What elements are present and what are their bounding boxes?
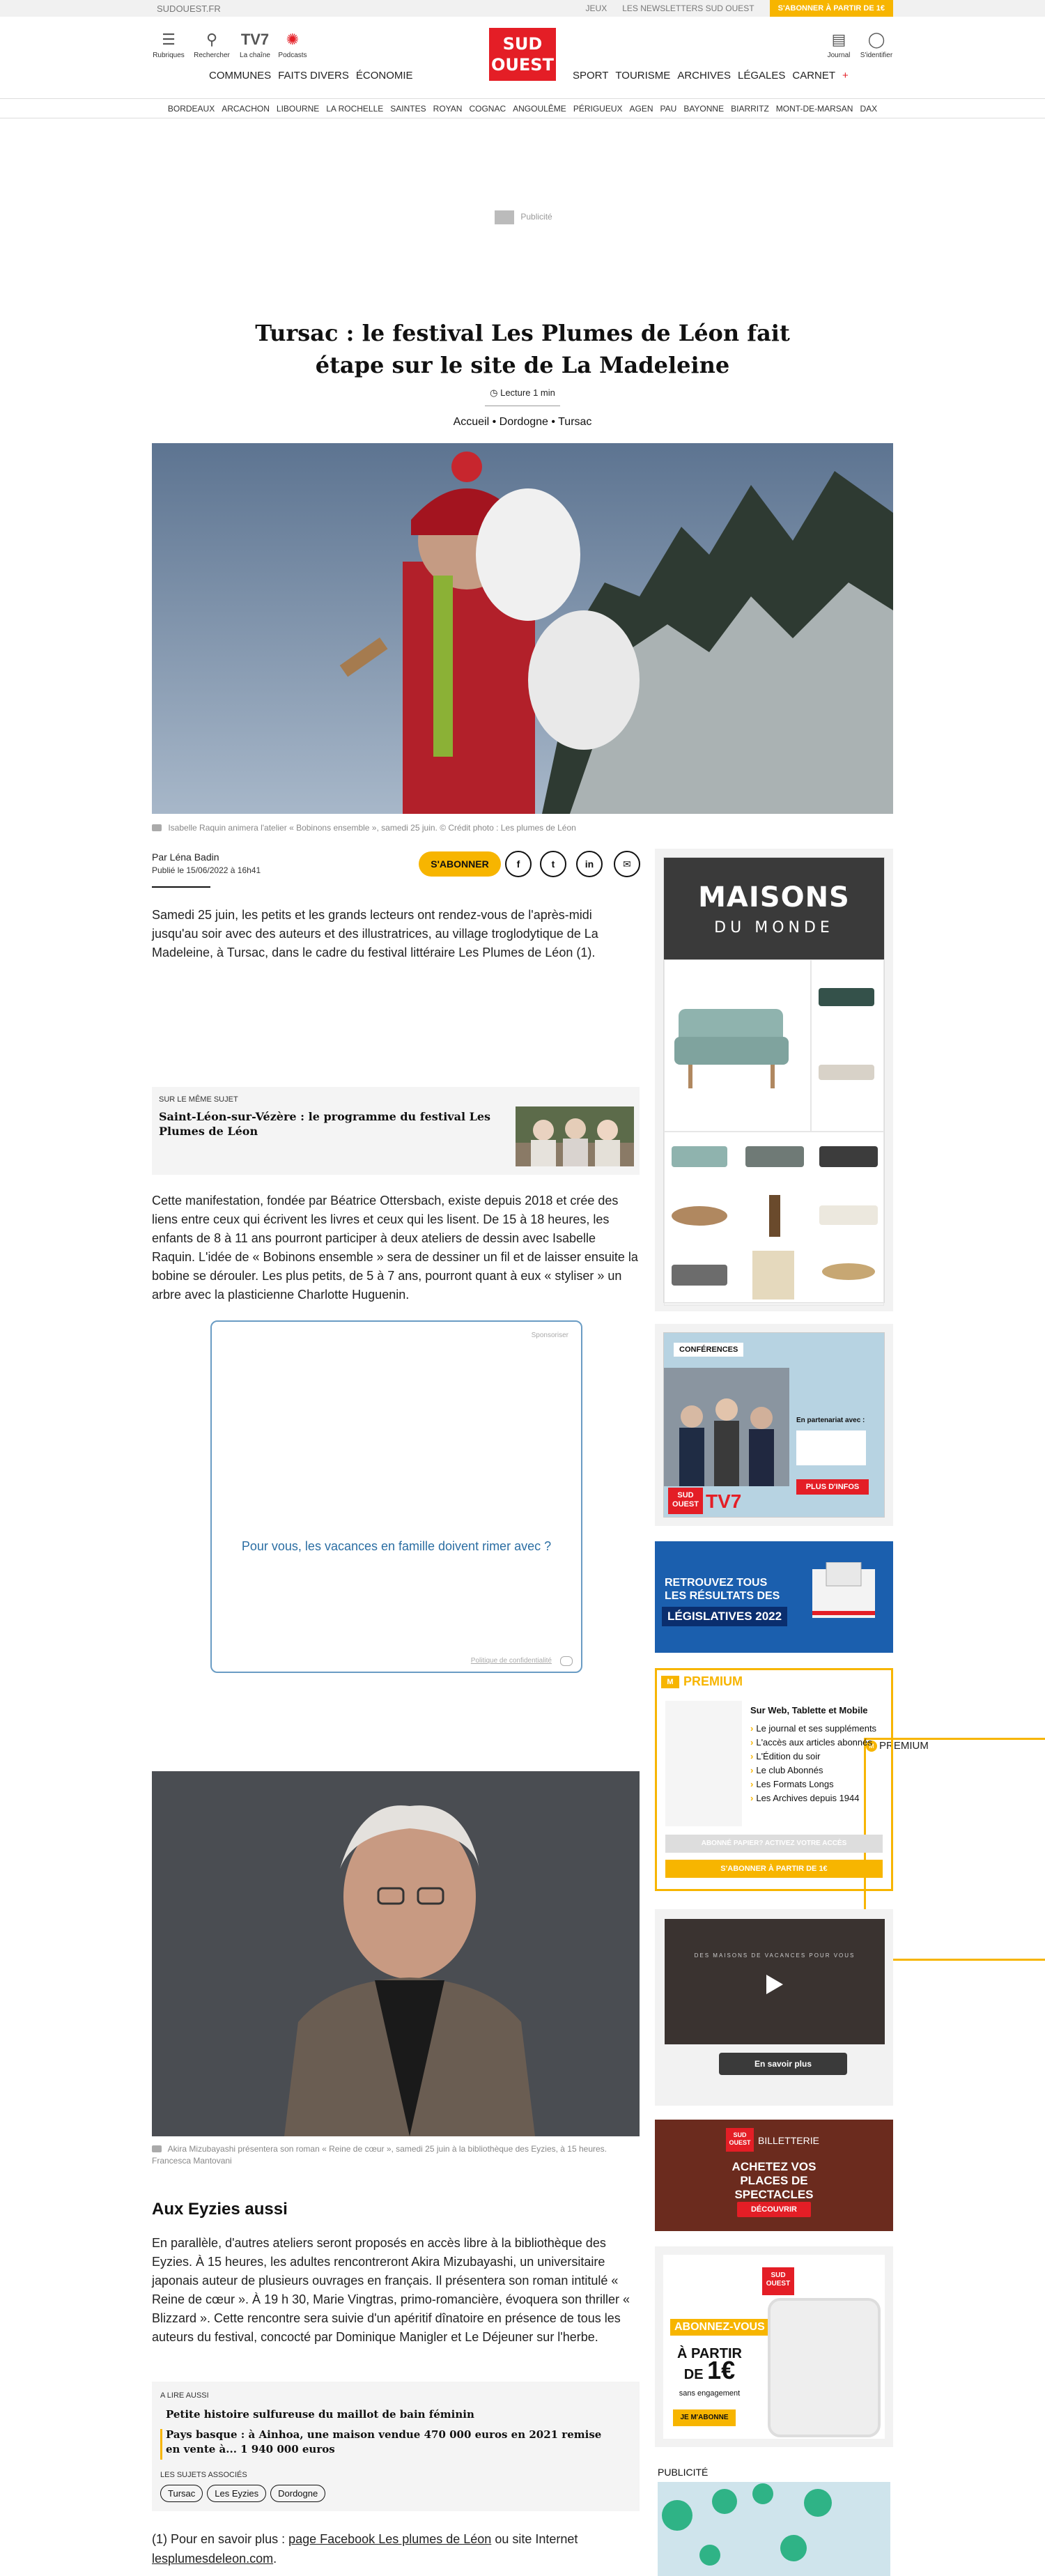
logo-line1: SUD [502,34,543,54]
logo-line2: OUEST [491,55,554,75]
chat-icon[interactable] [560,1656,573,1666]
map-bubble [804,2489,832,2517]
hero-caption-text: Isabelle Raquin animera l'atelier « Bobinons ensemble », samedi 25 juin. © Crédit photo : Les plumes de Léon [168,823,576,833]
nav-communes[interactable]: COMMUNES [209,70,272,82]
tag-les-eyzies[interactable]: Les Eyzies [207,2485,266,2502]
reading-time-text: Lecture 1 min [500,387,555,398]
poll-question[interactable]: Pour vous, les vacances en famille doivent rimer avec ? [241,1539,552,1553]
newsletters-link[interactable]: LES NEWSLETTERS SUD OUEST [622,3,754,13]
linkedin-icon[interactable]: in [576,851,603,877]
sud-ouest-logo[interactable] [489,28,556,81]
nav-archives[interactable]: ARCHIVES [677,70,731,82]
video-player[interactable] [665,1919,885,2044]
more-info [152,2529,653,2568]
hero-image [152,443,893,814]
more-mid: ou site Internet [491,2532,578,2546]
privacy-link[interactable]: Politique de confidentialité [470,1657,552,1665]
abo-note: sans engagement [679,2389,741,2398]
accent-bar [160,2429,162,2460]
publicite-label: PUBLICITÉ [658,2467,709,2478]
partner-logos [796,1430,866,1465]
ad-icon [495,210,514,224]
ad-label [495,210,552,224]
city-link[interactable]: BIARRITZ [731,103,769,114]
map-bubble [752,2483,773,2504]
conf-label: CONFÉRENCES [674,1343,743,1357]
email-icon[interactable]: ✉ [614,851,640,877]
abo-button[interactable]: JE M'ABONNE [673,2409,736,2426]
camera-icon [152,2145,162,2152]
related-article[interactable] [152,1087,640,1175]
play-icon[interactable] [766,1975,783,1994]
photo2-caption-text: Akira Mizubayashi présentera son roman « Reine de cœur », samedi 25 juin à la bibliothèque des Eyzies, à 15 heures. Francesca Mantovani [152,2144,607,2166]
login-label: S'identifier [860,52,893,59]
nav-carnet[interactable]: CARNET [792,70,836,82]
subscribe-cta[interactable]: S'ABONNER À PARTIR DE 1€ [770,0,893,17]
tag-dordogne[interactable]: Dordogne [270,2485,325,2502]
sponsor-tag: Sponsoriser [531,1332,568,1339]
camera-icon [152,824,162,831]
nav-faits-divers[interactable]: FAITS DIVERS [278,70,349,82]
feature-item: › L'Édition du soir [750,1750,876,1764]
search-button[interactable] [189,28,234,59]
podcast-icon: ✺ [286,31,300,48]
reading-time [0,387,1045,399]
read-also-label: A LIRE AUSSI [160,2391,209,2400]
user-icon: ◯ [867,31,885,48]
discover-button[interactable]: DÉCOUVRIR [737,2202,811,2217]
premium-features [750,1722,876,1805]
activate-access-button[interactable]: ABONNÉ PAPIER? ACTIVEZ VOTRE ACCÈS [665,1835,883,1853]
site-link[interactable]: SUDOUEST.FR [157,3,221,14]
breadcrumb[interactable]: Accueil • Dordogne • Tursac [453,416,592,428]
feature-item: › Le club Abonnés [750,1764,876,1777]
author-name[interactable]: Par Léna Badin [152,851,219,863]
sofa-image[interactable] [664,959,811,1132]
mdm-line1: MAISONS [698,881,850,913]
city-link[interactable]: LIBOURNE [276,103,320,114]
billet-logo: SUD OUEST [726,2128,754,2152]
subject-tags [160,2485,325,2502]
feature-item: › L'accès aux articles abonnés [750,1736,876,1750]
top-links [586,0,893,17]
learn-more-button[interactable]: En savoir plus [719,2053,847,2075]
sponsored-poll[interactable] [210,1320,582,1673]
mdm-header [664,858,884,959]
related-label: SUR LE MÊME SUJET [159,1095,238,1104]
feature-item: › Les Archives depuis 1944 [750,1791,876,1805]
map-ad[interactable] [658,2482,890,2576]
phone-image [768,2298,881,2437]
abo-price-block [677,2345,742,2402]
author-photo [152,1771,640,2136]
abo-price: 1€ [707,2356,736,2384]
abo-from: À PARTIR [677,2346,742,2361]
twitter-icon[interactable]: t [540,851,566,877]
login-button[interactable] [854,28,899,59]
hero-caption [152,823,576,833]
subscribe-button[interactable]: S'ABONNER [419,851,501,877]
city-link[interactable]: ROYAN [433,103,463,114]
article-title: Tursac : le festival Les Plumes de Léon fait étape sur le site de La Madeleine [255,320,790,378]
tv7-logo: TV7 [240,31,270,48]
nav-premium[interactable]: M PREMIUM [864,1738,1045,1961]
podcasts-button[interactable] [270,28,315,59]
city-link[interactable]: PÉRIGUEUX [573,103,623,114]
related-thumbnail[interactable] [516,1106,634,1166]
ad-legislatives[interactable] [655,1541,893,1653]
feature-item: › Les Formats Longs [750,1777,876,1791]
search-icon: ⚲ [206,31,218,48]
premium-box [655,1668,893,1891]
paragraph-3: En parallèle, d'autres ateliers seront proposés en accès libre à la bibliothèque des Eyzies. À 15 heures, les adultes rencontreront Akira Mizubayashi, un universitaire japonais auteur de plusieurs ouvrages en français. Il présentera son roman intitulé « Reine de cœur ». À 19 h 30, Marie Vingtras, primo-romancière, évoquera son thriller « Blizzard ». Cette rencontre sera suivie d'un apéritif dînatoire en présence de tous les auteurs du festival, concocté par Dominique Manigler et Le Déjeuner sur l'herbe. [152,2236,630,2344]
menu-icon: ☰ [162,31,176,48]
premium-devices-image [665,1701,742,1826]
conf-info-button[interactable]: PLUS D'INFOS [796,1479,869,1495]
paragraph-1: Samedi 25 juin, les petits et les grands lecteurs ont rendez-vous de l'après-midi jusqu'au soir avec des auteurs et des illustratrices, au village troglodytique de La Madeleine, à Tursac, dans le cadre du festival littéraire Les Plumes de Léon (1). [152,908,598,959]
games-link[interactable]: JEUX [585,3,607,13]
clock-icon: ◷ [490,387,498,398]
abo-inner [663,2255,885,2439]
nav-economie[interactable]: ÉCONOMIE [355,70,413,82]
ad-maisons-du-monde[interactable] [663,857,885,1303]
read-also-link-2[interactable]: Pays basque : à Ainhoa, une maison vendue 470 000 euros en 2021 remise en vente à... 1 940 000 euros [166,2428,602,2455]
abo-de: DE [683,2367,704,2382]
city-link[interactable]: ARCACHON [222,103,270,114]
section-heading: Aux Eyzies aussi [152,2200,288,2219]
city-link[interactable]: PAU [660,103,677,114]
ad-billetterie[interactable] [655,2120,893,2231]
more-suffix: . [273,2552,277,2566]
nav-sport[interactable]: SPORT [573,70,609,82]
legis-text: RETROUVEZ TOUS LES RÉSULTATS DES [665,1577,780,1602]
city-link[interactable]: BAYONNE [683,103,725,114]
map-bubble [662,2500,692,2531]
nav-more-icon[interactable]: + [842,70,849,82]
map-bubble [780,2535,807,2561]
rubriques-button[interactable] [146,28,191,59]
rubriques-label: Rubriques [153,52,185,59]
photo2-caption [152,2143,640,2167]
facebook-icon[interactable]: f [505,851,532,877]
newspaper-icon: ▤ [831,31,846,48]
video-ad[interactable] [655,1909,893,2106]
feature-item: › Le journal et ses suppléments [750,1722,876,1736]
read-also-box [152,2382,640,2511]
city-link[interactable]: ANGOULÊME [513,103,566,114]
nav-right [573,70,849,82]
nav-tourisme[interactable]: TOURISME [615,70,671,82]
city-link[interactable]: BORDEAUX [167,103,215,114]
abo-logo: SUD OUEST [762,2267,794,2295]
search-label: Rechercher [194,52,230,59]
small-products[interactable] [811,959,884,1132]
premium-title: M PREMIUM [661,1674,743,1690]
ad-label-text: Publicité [520,212,552,222]
conf-partner: En partenariat avec : [796,1417,865,1424]
premium-subscribe-button[interactable]: S'ABONNER À PARTIR DE 1€ [665,1860,883,1878]
website-link[interactable]: lesplumesdeleon.com [152,2552,274,2566]
mdm-products [664,959,884,1304]
mdm-line2: DU MONDE [714,919,834,936]
related-title[interactable]: Saint-Léon-sur-Vézère : le programme du festival Les Plumes de Léon [159,1110,491,1138]
tv7-label: La chaîne [240,52,270,59]
more-prefix: (1) Pour en savoir plus : [152,2532,289,2546]
map-bubble [699,2545,720,2566]
journal-label: Journal [827,52,851,59]
ad-abonnement[interactable] [655,2246,893,2447]
city-link[interactable]: AGEN [629,103,653,114]
paragraph-2: Cette manifestation, fondée par Béatrice Ottersbach, existe depuis 2018 et crée des liens entre ceux qui écrivent les livres et ceux qui les lisent. De 15 à 18 heures, les enfants de 8 à 11 ans pourront participer à deux ateliers de dessin avec Isabelle Raquin. L'idée de « Bobinons ensemble » sera de dessiner un fil et de laisser ensuite la bobine se dérouler. Les plus petits, de 5 à 7 ans, pourront quant à eux « styliser » un arbre avec la plasticienne Charlotte Huguenin. [152,1194,638,1302]
premium-heading: Sur Web, Tablette et Mobile [750,1705,868,1715]
ad-conferences[interactable] [663,1332,885,1518]
city-link[interactable]: DAX [860,103,878,114]
author-block [152,851,261,875]
tag-tursac[interactable]: Tursac [160,2485,203,2502]
nav-legales[interactable]: LÉGALES [738,70,786,82]
legis-badge: LÉGISLATIVES 2022 [662,1607,787,1626]
video-caption: DES MAISONS DE VACANCES POUR VOUS [694,1952,856,1959]
subjects-label: LES SUJETS ASSOCIÉS [160,2471,247,2479]
billet-label: BILLETTERIE [758,2135,819,2146]
city-link[interactable]: LA ROCHELLE [326,103,384,114]
abo-badge: ABONNEZ-VOUS [670,2319,769,2336]
read-also-link-1[interactable]: Petite histoire sulfureuse du maillot de bain féminin [166,2408,474,2421]
city-link[interactable]: SAINTES [390,103,426,114]
conf-logo: SUD OUEST [668,1488,703,1514]
publish-date: Publié le 15/06/2022 à 16h41 [152,865,261,875]
city-link[interactable]: MONT-DE-MARSAN [775,103,853,114]
top-bar [0,0,1045,17]
map-bubble [712,2489,737,2514]
conf-tv7: TV7 [706,1490,742,1512]
author-underline [152,886,210,888]
city-link[interactable]: COGNAC [469,103,506,114]
product-grid[interactable] [664,1132,884,1306]
cities-nav [0,99,1045,118]
billet-text: ACHETEZ VOS PLACES DE SPECTACLES [732,2160,816,2201]
podcasts-label: Podcasts [278,52,307,59]
facebook-link[interactable]: page Facebook Les plumes de Léon [288,2532,492,2546]
